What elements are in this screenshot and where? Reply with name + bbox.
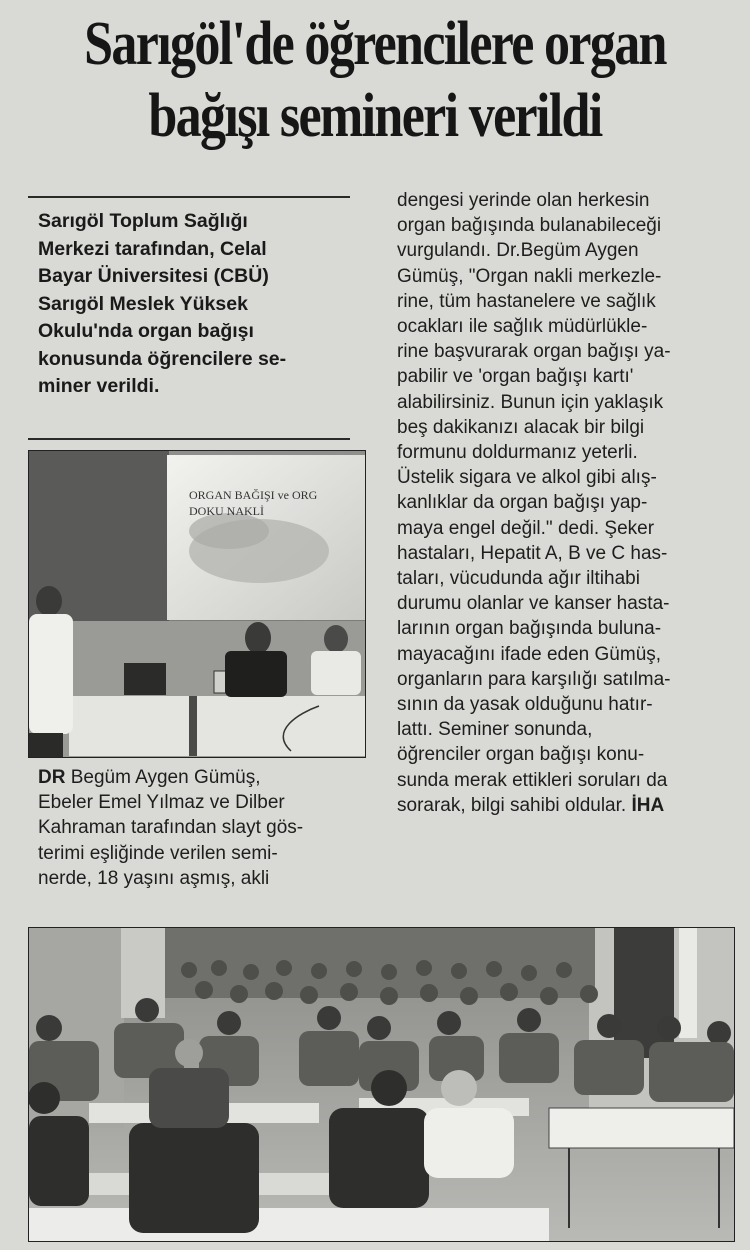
audience-photo-image	[29, 928, 734, 1241]
seminar-photo-image	[29, 451, 365, 757]
headline	[68, 8, 681, 152]
body-line: mayacağını ifade eden Gümüş,	[397, 643, 662, 665]
body-line: pabilir ve 'organ bağışı kartı'	[397, 366, 634, 388]
body-line: rine, tüm hastanelere ve sağlık	[397, 290, 656, 312]
lead-top-rule	[28, 196, 350, 198]
caption-line: terimi eşliğinde verilen semi-	[38, 842, 278, 864]
slide-title-line-1: ORGAN BAĞIŞI ve ORG	[189, 488, 318, 502]
body-line: larının organ bağışında buluna-	[397, 618, 662, 640]
headline-line-1: Sarıgöl'de öğrencilere organ	[84, 10, 666, 78]
body-line: Üstelik sigara ve alkol gibi alış-	[397, 467, 657, 489]
source-credit: İHA	[631, 794, 665, 816]
body-line: maya engel değil." dedi. Şeker	[397, 517, 655, 539]
lead-line: Bayar Üniversitesi (CBÜ)	[38, 265, 269, 287]
headline-line-2: bağışı semineri verildi	[148, 82, 602, 150]
body-line: hastaları, Hepatit A, B ve C has-	[397, 542, 668, 564]
body-line: sının da yasak olduğunu hatır-	[397, 694, 653, 716]
slide-title-line-2: DOKU NAKLİ	[189, 504, 264, 518]
seminar-photo	[28, 450, 366, 758]
lead-paragraph	[38, 208, 358, 401]
body-line: kanlıklar da organ bağışı yap-	[397, 492, 648, 514]
body-line: lattı. Seminer sonunda,	[397, 719, 593, 741]
caption-column	[38, 765, 338, 891]
caption-first-line: Begüm Aygen Gümüş,	[65, 767, 261, 788]
body-column	[397, 188, 747, 818]
body-line: durumu olanlar ve kanser hasta-	[397, 593, 670, 615]
body-line: ocakları ile sağlık müdürlükle-	[397, 316, 648, 338]
lead-line: konusunda öğrencilere se-	[38, 347, 287, 370]
body-line: Gümüş, "Organ nakli merkezle-	[397, 265, 662, 287]
body-line: sunda merak ettikleri soruları da	[397, 769, 668, 791]
lead-line: miner verildi.	[38, 375, 160, 397]
body-line: beş dakikanızı alacak bir bilgi	[397, 416, 645, 438]
body-line: dengesi yerinde olan herkesin	[397, 190, 650, 211]
lead-line: Sarıgöl Meslek Yüksek	[38, 292, 248, 315]
caption-line: Kahraman tarafından slayt gös-	[38, 817, 304, 839]
caption-line: Ebeler Emel Yılmaz ve Dilber	[38, 792, 285, 814]
body-line: alabilirsiniz. Bunun için yaklaşık	[397, 391, 664, 413]
lead-line: Okulu'nda organ bağışı	[38, 320, 254, 342]
body-line: öğrenciler organ bağışı konu-	[397, 744, 645, 766]
body-line: vurgulandı. Dr.Begüm Aygen	[397, 240, 639, 262]
body-line: formunu doldurmanız yeterli.	[397, 442, 638, 464]
body-line: organların para karşılığı satılma-	[397, 668, 671, 690]
body-last-line: sorarak, bilgi sahibi oldular.	[397, 794, 627, 816]
caption-line: nerde, 18 yaşını aşmış, akli	[38, 867, 270, 889]
audience-photo	[28, 927, 735, 1242]
body-line: organ bağışında bulanabileceği	[397, 215, 662, 237]
lead-line: Sarıgöl Toplum Sağlığı	[38, 210, 248, 232]
body-line: rine başvurarak organ bağışı ya-	[397, 341, 671, 363]
body-line: taları, vücudunda ağır iltihabi	[397, 568, 640, 590]
lead-bottom-rule	[28, 438, 350, 440]
lead-line: Merkezi tarafından, Celal	[38, 237, 267, 260]
caption-lead: DR	[38, 767, 66, 788]
